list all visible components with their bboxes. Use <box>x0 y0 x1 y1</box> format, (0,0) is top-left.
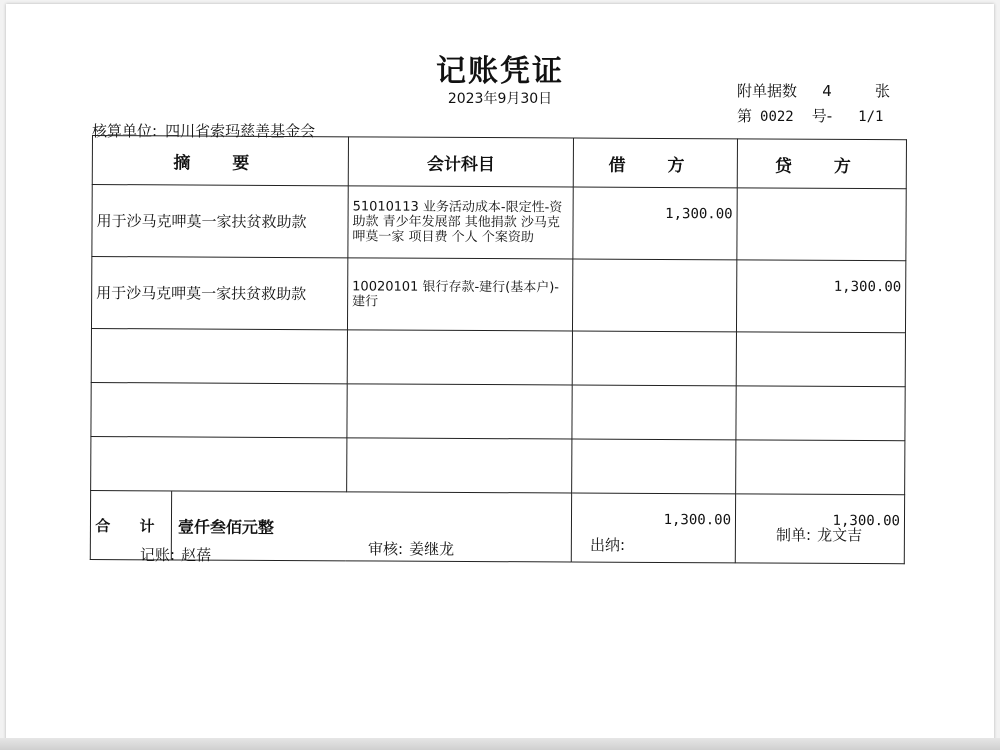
header-account: 会计科目 <box>348 137 574 187</box>
row-credit <box>736 332 905 387</box>
cashier-label: 出纳: <box>590 536 626 554</box>
header-summary: 摘 要 <box>92 136 348 186</box>
row-credit <box>736 440 905 495</box>
sign-bookkeeper <box>140 544 211 565</box>
total-debit: 1,300.00 <box>571 493 735 563</box>
row-credit: 1,300.00 <box>737 260 906 333</box>
attach-unit: 张 <box>875 82 891 100</box>
unit-value: 四川省索玛慈善基金会 <box>165 122 316 140</box>
table-row <box>91 257 905 333</box>
no-value: 0022 <box>760 109 794 125</box>
row-debit <box>573 259 737 332</box>
row-account <box>347 438 573 493</box>
voucher-title: 记账凭证 <box>436 54 564 89</box>
row-debit: 1,300.00 <box>573 187 737 260</box>
total-in-words: 壹仟叁佰元整 <box>177 516 275 537</box>
table-header-row <box>92 136 906 189</box>
page-number: 1/1 <box>858 109 884 125</box>
attach-label: 附单据数 <box>737 82 798 100</box>
header-credit: 贷 方 <box>737 139 906 189</box>
no-label: 第 <box>737 107 753 125</box>
table-row <box>92 185 906 261</box>
row-account: 10020101 银行存款-建行(基本户)-建行 <box>347 258 573 331</box>
row-summary <box>91 328 347 383</box>
row-credit <box>736 386 905 441</box>
row-debit <box>572 385 736 440</box>
row-summary <box>91 382 347 437</box>
auditor-label: 审核: <box>368 540 404 558</box>
row-summary: 用于沙马克呷莫一家扶贫救助款 <box>92 185 348 258</box>
table-row <box>91 436 905 494</box>
sign-cashier <box>590 534 631 555</box>
maker-name: 龙文吉 <box>817 526 863 544</box>
row-debit <box>572 439 736 494</box>
no-suffix: 号- <box>811 107 833 125</box>
row-credit <box>737 188 906 261</box>
row-account <box>347 330 573 385</box>
row-account <box>347 384 573 439</box>
row-summary: 用于沙马克呷莫一家扶贫救助款 <box>91 257 347 330</box>
paper-stack-edge <box>0 738 1000 750</box>
voucher-number <box>737 105 883 126</box>
row-account: 51010113 业务活动成本-限定性-资助款 青少年发展部 其他捐款 沙马克呷莫一家 项目费 个人 个案资助 <box>348 186 574 259</box>
voucher-table-wrapper <box>90 135 912 542</box>
bookkeeper-label: 记账: <box>140 546 176 564</box>
auditor-name: 姜继龙 <box>409 540 455 558</box>
bookkeeper-name: 赵蓓 <box>181 546 212 564</box>
attachment-count <box>737 80 890 101</box>
row-summary <box>91 436 347 491</box>
total-credit: 1,300.00 <box>735 494 904 564</box>
voucher-table <box>90 135 907 564</box>
unit-label: 核算单位: <box>92 122 158 140</box>
total-label: 合 计 <box>91 491 172 559</box>
maker-label: 制单: <box>776 526 812 544</box>
table-row <box>91 328 905 386</box>
sign-auditor <box>368 538 454 559</box>
row-debit <box>572 331 736 386</box>
header-debit: 借 方 <box>573 138 737 188</box>
voucher-date: 2023年9月30日 <box>447 91 553 107</box>
table-row <box>91 382 905 440</box>
sign-maker <box>776 524 862 545</box>
attach-count: 4 <box>822 82 832 100</box>
